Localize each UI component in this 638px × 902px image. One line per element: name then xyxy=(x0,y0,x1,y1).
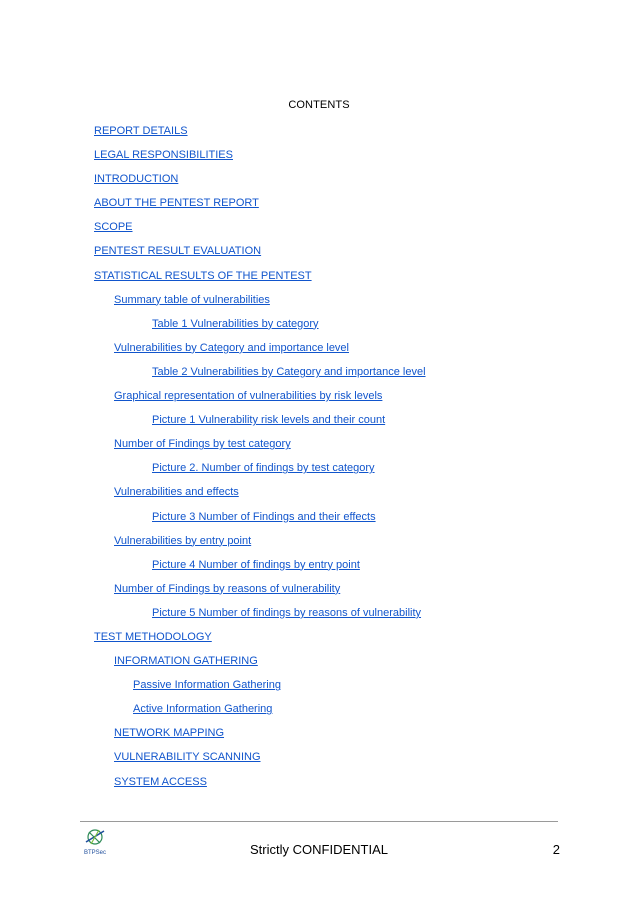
toc-entry xyxy=(0,653,638,677)
toc-entry xyxy=(0,388,638,412)
toc-link[interactable]: SYSTEM ACCESS xyxy=(114,775,207,788)
toc-link[interactable]: Picture 3 Number of Findings and their effects xyxy=(152,510,376,523)
toc-title: CONTENTS xyxy=(288,99,350,111)
toc-link[interactable]: REPORT DETAILS xyxy=(94,125,188,137)
toc-entry xyxy=(0,774,638,798)
toc-link[interactable]: Picture 4 Number of findings by entry point xyxy=(152,558,360,571)
toc-entry xyxy=(0,629,638,653)
toc-link[interactable]: SCOPE xyxy=(94,221,133,234)
toc-link[interactable]: ABOUT THE PENTEST REPORT xyxy=(94,197,259,210)
toc-entry xyxy=(0,412,638,436)
toc-entry xyxy=(0,484,638,508)
confidential-notice: Strictly CONFIDENTIAL xyxy=(250,842,388,857)
toc-link[interactable]: TEST METHODOLOGY xyxy=(94,630,212,643)
svg-text:BTPSec: BTPSec xyxy=(83,850,107,856)
toc-entry xyxy=(0,171,638,195)
toc-entry xyxy=(0,364,638,388)
toc-entry xyxy=(0,749,638,773)
footer-divider xyxy=(80,821,558,822)
toc-entry xyxy=(0,533,638,557)
toc-link[interactable]: Summary table of vulnerabilities xyxy=(114,293,270,306)
toc-link[interactable]: VULNERABILITY SCANNING xyxy=(114,751,261,764)
toc-link[interactable]: Vulnerabilities by Category and importance level xyxy=(114,341,349,354)
toc-entry xyxy=(0,292,638,316)
toc-link[interactable]: Vulnerabilities and effects xyxy=(114,486,239,499)
toc-entry xyxy=(0,268,638,292)
toc-link[interactable]: NETWORK MAPPING xyxy=(114,727,225,740)
toc-entry xyxy=(0,725,638,749)
toc-link[interactable]: Number of Findings by reasons of vulnerability xyxy=(114,582,341,595)
toc-link[interactable]: Graphical representation of vulnerabilities by risk levels xyxy=(114,390,383,403)
toc-entry xyxy=(0,605,638,629)
toc-entry xyxy=(0,436,638,460)
toc-link[interactable]: Picture 2. Number of findings by test category xyxy=(152,462,375,475)
toc-link[interactable]: Table 1 Vulnerabilities by category xyxy=(152,317,319,330)
page-number: 2 xyxy=(552,842,560,857)
toc-link[interactable]: Number of Findings by test category xyxy=(114,438,291,451)
toc-link[interactable]: INFORMATION GATHERING xyxy=(114,655,258,668)
toc-entry xyxy=(0,243,638,267)
toc-entry xyxy=(0,219,638,243)
toc-link[interactable]: Picture 5 Number of findings by reasons of vulnerability xyxy=(152,606,422,619)
toc-entry xyxy=(0,316,638,340)
toc-entry xyxy=(0,581,638,605)
toc-entry xyxy=(0,147,638,171)
table-of-contents xyxy=(0,123,638,798)
toc-link[interactable]: INTRODUCTION xyxy=(94,173,179,186)
toc-link[interactable]: Vulnerabilities by entry point xyxy=(114,534,252,547)
toc-entry xyxy=(0,677,638,701)
toc-link[interactable]: STATISTICAL RESULTS OF THE PENTEST xyxy=(94,269,312,282)
toc-link[interactable]: LEGAL RESPONSIBILITIES xyxy=(94,149,233,162)
toc-entry xyxy=(0,701,638,725)
toc-link[interactable]: Table 2 Vulnerabilities by Category and importance level xyxy=(152,365,426,378)
toc-entry xyxy=(0,123,638,147)
toc-link[interactable]: Passive Information Gathering xyxy=(133,679,281,692)
toc-link[interactable]: Picture 1 Vulnerability risk levels and their count xyxy=(152,414,386,427)
toc-entry xyxy=(0,195,638,219)
toc-entry xyxy=(0,509,638,533)
toc-entry xyxy=(0,557,638,581)
toc-link[interactable]: Active Information Gathering xyxy=(133,703,273,716)
toc-entry xyxy=(0,340,638,364)
toc-entry xyxy=(0,460,638,484)
toc-link[interactable]: PENTEST RESULT EVALUATION xyxy=(94,245,262,258)
